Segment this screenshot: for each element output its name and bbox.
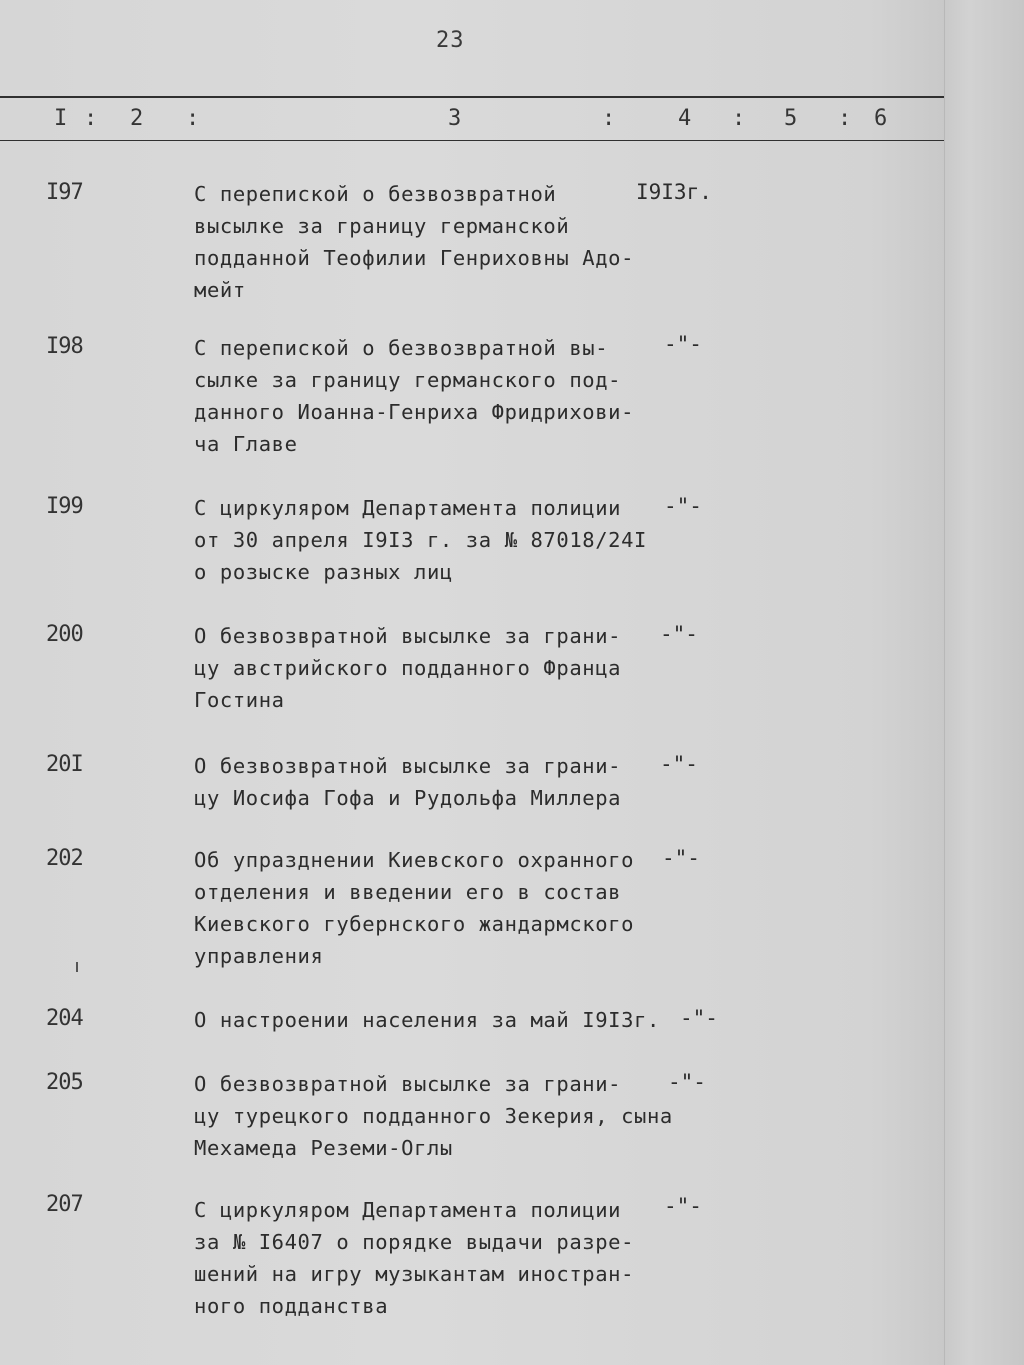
entry-line: С перепиской о безвозвратной вы- — [194, 336, 609, 360]
entry-line: С перепиской о безвозвратной — [194, 182, 557, 206]
entry-line: шений на игру музыкантам иностран- — [194, 1262, 635, 1286]
column-separator: : — [732, 106, 746, 131]
entry-description — [194, 332, 664, 460]
page-edge-shadow — [944, 0, 1024, 1365]
entry-line: С циркуляром Департамента полиции — [194, 1198, 622, 1222]
entry-description — [194, 178, 664, 306]
entry-number: I97 — [46, 180, 83, 205]
entry-line: Об упразднении Киевского охранного — [194, 848, 635, 872]
entry-line: цу австрийского подданного Франца — [194, 656, 622, 680]
entry-description — [194, 1068, 673, 1164]
entry-line: цу Иосифа Гофа и Рудольфа Миллера — [194, 786, 622, 810]
entry-date-ditto: -"- — [680, 1006, 718, 1030]
entry-number: 20I — [46, 752, 83, 777]
entry-date-ditto: -"- — [662, 846, 700, 870]
entry-line: подданной Теофилии Генриховны Адо- — [194, 246, 635, 270]
column-header-6: 6 — [874, 106, 888, 131]
entry-number: 200 — [46, 622, 83, 647]
entry-line: О безвозвратной высылке за грани- — [194, 754, 622, 778]
entry-line: О безвозвратной высылке за грани- — [194, 624, 622, 648]
column-header-2: 2 — [130, 106, 144, 131]
entry-date-ditto: -"- — [664, 332, 702, 356]
entry-line: мейт — [194, 278, 246, 302]
entry-line: управления — [194, 944, 324, 968]
header-rule-bottom — [0, 140, 944, 141]
page-number: 23 — [436, 28, 465, 53]
entry-line: ча Главе — [194, 432, 298, 456]
entry-number: 205 — [46, 1070, 83, 1095]
entry-number: 204 — [46, 1006, 83, 1031]
entry-date-ditto: -"- — [660, 622, 698, 646]
entry-line: о розыске разных лиц — [194, 560, 453, 584]
column-header-4: 4 — [678, 106, 692, 131]
entry-number: 202 — [46, 846, 83, 871]
entry-line: О безвозвратной высылке за грани- — [194, 1072, 622, 1096]
column-header-1: I — [54, 106, 68, 131]
entry-line: данного Иоанна-Генриха Фридрихови- — [194, 400, 635, 424]
entry-date-ditto: -"- — [660, 752, 698, 776]
entry-date: I9I3г. — [636, 180, 712, 204]
entry-line: С циркуляром Департамента полиции — [194, 496, 622, 520]
entry-line: цу турецкого подданного Зекерия, сына — [194, 1104, 673, 1128]
column-header-5: 5 — [784, 106, 798, 131]
entry-line: О настроении населения за май I9I3г. — [194, 1008, 660, 1032]
entry-description — [194, 492, 664, 588]
entry-date-ditto: -"- — [664, 1194, 702, 1218]
header-rule-top — [0, 96, 944, 98]
column-separator: : — [838, 106, 852, 131]
entry-description — [194, 1004, 664, 1036]
entry-line: сылке за границу германского под- — [194, 368, 622, 392]
entry-line: за № I6407 о порядке выдачи разре- — [194, 1230, 635, 1254]
entry-description — [194, 750, 664, 814]
entry-line: ного подданства — [194, 1294, 389, 1318]
column-separator: : — [84, 106, 98, 131]
entry-description — [194, 620, 664, 716]
column-separator: : — [602, 106, 616, 131]
entry-date-ditto: -"- — [668, 1070, 706, 1094]
entry-line: Мехамеда Реземи-Оглы — [194, 1136, 453, 1160]
entry-line: Киевского губернского жандармского — [194, 912, 635, 936]
entry-line: Гостина — [194, 688, 285, 712]
entry-line: высылке за границу германской — [194, 214, 570, 238]
entry-description — [194, 1194, 664, 1322]
column-separator: : — [186, 106, 200, 131]
entry-line: от 30 апреля I9I3 г. за № 87018/24I — [194, 528, 647, 552]
entry-date-ditto: -"- — [664, 494, 702, 518]
column-header-3: 3 — [448, 106, 462, 131]
entry-number: I98 — [46, 334, 83, 359]
stray-pen-mark — [76, 962, 78, 972]
entry-number: 207 — [46, 1192, 83, 1217]
entry-number: I99 — [46, 494, 83, 519]
entry-description — [194, 844, 664, 972]
entry-line: отделения и введении его в состав — [194, 880, 622, 904]
